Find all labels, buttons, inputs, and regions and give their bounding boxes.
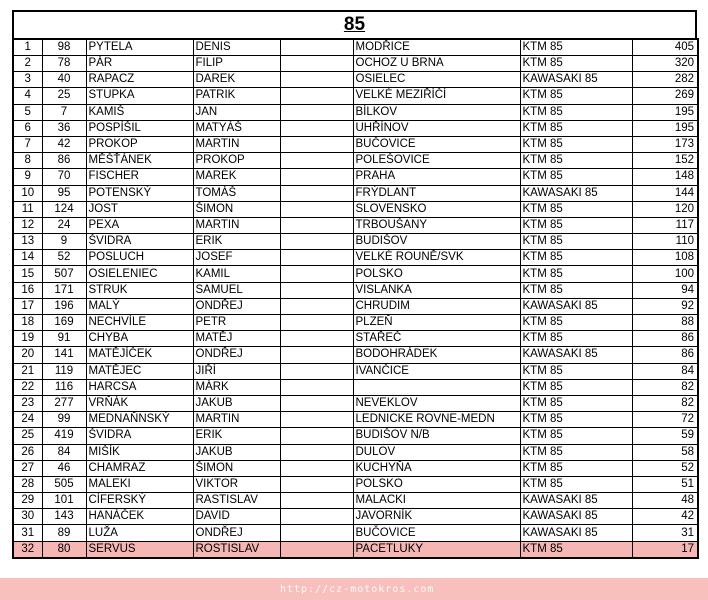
cell-points: 86 xyxy=(632,347,698,363)
cell-town: LEDNICKE ROVNE-MEDN xyxy=(353,412,520,428)
cell-number: 42 xyxy=(42,136,86,152)
watermark-text: http://cz-motokros.com xyxy=(280,584,435,595)
cell-firstname: KAMIL xyxy=(193,266,280,282)
cell-motorcycle: KTM 85 xyxy=(520,266,632,282)
cell-number: 9 xyxy=(42,234,86,250)
table-row xyxy=(13,460,698,476)
cell-number: 84 xyxy=(42,444,86,460)
cell-rank: 24 xyxy=(13,412,42,428)
cell-firstname: MATĚJ xyxy=(193,331,280,347)
cell-points: 195 xyxy=(632,120,698,136)
table-row xyxy=(13,72,698,88)
cell-points: 82 xyxy=(632,379,698,395)
cell-points: 86 xyxy=(632,331,698,347)
cell-rank: 12 xyxy=(13,217,42,233)
cell-surname: MATĚJEC xyxy=(86,363,193,379)
table-row xyxy=(13,412,698,428)
cell-surname: JOST xyxy=(86,201,193,217)
cell-points: 84 xyxy=(632,363,698,379)
cell-town: BODOHRÁDEK xyxy=(353,347,520,363)
cell-blank xyxy=(280,72,353,88)
cell-motorcycle: KAWASAKI 85 xyxy=(520,185,632,201)
cell-points: 52 xyxy=(632,460,698,476)
cell-firstname: ERIK xyxy=(193,428,280,444)
cell-points: 72 xyxy=(632,412,698,428)
cell-points: 100 xyxy=(632,266,698,282)
cell-points: 173 xyxy=(632,136,698,152)
cell-motorcycle: KTM 85 xyxy=(520,153,632,169)
cell-blank xyxy=(280,509,353,525)
cell-surname: HARCSA xyxy=(86,379,193,395)
cell-surname: MALÝ xyxy=(86,298,193,314)
cell-points: 58 xyxy=(632,444,698,460)
cell-motorcycle: KTM 85 xyxy=(520,395,632,411)
table-row xyxy=(13,315,698,331)
cell-points: 51 xyxy=(632,476,698,492)
cell-blank xyxy=(280,234,353,250)
cell-points: 120 xyxy=(632,201,698,217)
cell-surname: MATĚJÍČEK xyxy=(86,347,193,363)
cell-town: BÍLKOV xyxy=(353,104,520,120)
cell-blank xyxy=(280,395,353,411)
cell-surname: LUŽA xyxy=(86,525,193,541)
table-row xyxy=(13,39,698,56)
cell-motorcycle: KTM 85 xyxy=(520,169,632,185)
cell-firstname: JAKUB xyxy=(193,444,280,460)
cell-blank xyxy=(280,153,353,169)
cell-number: 171 xyxy=(42,282,86,298)
cell-rank: 5 xyxy=(13,104,42,120)
cell-surname: ŠVIDRA xyxy=(86,428,193,444)
cell-surname: SERVUS xyxy=(86,541,193,558)
table-row xyxy=(13,541,698,558)
cell-surname: PEXA xyxy=(86,217,193,233)
table-row xyxy=(13,56,698,72)
cell-motorcycle: KTM 85 xyxy=(520,379,632,395)
cell-firstname: MARTIN xyxy=(193,136,280,152)
cell-rank: 28 xyxy=(13,476,42,492)
cell-surname: CHYBA xyxy=(86,331,193,347)
cell-surname: FISCHER xyxy=(86,169,193,185)
cell-blank xyxy=(280,315,353,331)
cell-firstname: JAKUB xyxy=(193,395,280,411)
cell-number: 98 xyxy=(42,39,86,56)
table-row xyxy=(13,444,698,460)
cell-firstname: PETR xyxy=(193,315,280,331)
table-row xyxy=(13,185,698,201)
cell-rank: 27 xyxy=(13,460,42,476)
table-row xyxy=(13,428,698,444)
cell-blank xyxy=(280,169,353,185)
cell-surname: PROKOP xyxy=(86,136,193,152)
table-row xyxy=(13,201,698,217)
cell-town: OSIELEC xyxy=(353,72,520,88)
cell-points: 148 xyxy=(632,169,698,185)
cell-firstname: ROSTISLAV xyxy=(193,541,280,558)
cell-motorcycle: KTM 85 xyxy=(520,363,632,379)
table-row xyxy=(13,525,698,541)
cell-town: CHRUDIM xyxy=(353,298,520,314)
cell-surname: PYTELA xyxy=(86,39,193,56)
cell-surname: HANÁČEK xyxy=(86,509,193,525)
cell-motorcycle: KTM 85 xyxy=(520,315,632,331)
cell-motorcycle: KTM 85 xyxy=(520,120,632,136)
cell-town: PLZEŇ xyxy=(353,315,520,331)
cell-town: POLSKO xyxy=(353,266,520,282)
cell-number: 507 xyxy=(42,266,86,282)
cell-town: IVANČICE xyxy=(353,363,520,379)
cell-surname: KAMIŠ xyxy=(86,104,193,120)
cell-rank: 8 xyxy=(13,153,42,169)
cell-points: 117 xyxy=(632,217,698,233)
cell-town: STAŘEČ xyxy=(353,331,520,347)
cell-blank xyxy=(280,444,353,460)
cell-motorcycle: KAWASAKI 85 xyxy=(520,298,632,314)
cell-town: BUDIŠOV xyxy=(353,234,520,250)
cell-blank xyxy=(280,298,353,314)
cell-town: VELKÉ ROUNĚ/SVK xyxy=(353,250,520,266)
cell-town: MALACKI xyxy=(353,493,520,509)
cell-rank: 26 xyxy=(13,444,42,460)
cell-number: 46 xyxy=(42,460,86,476)
cell-firstname: VIKTOR xyxy=(193,476,280,492)
cell-firstname: RASTISLAV xyxy=(193,493,280,509)
cell-motorcycle: KTM 85 xyxy=(520,460,632,476)
cell-surname: OSIELENIEC xyxy=(86,266,193,282)
cell-blank xyxy=(280,185,353,201)
cell-points: 144 xyxy=(632,185,698,201)
cell-number: 119 xyxy=(42,363,86,379)
cell-number: 7 xyxy=(42,104,86,120)
cell-points: 48 xyxy=(632,493,698,509)
cell-town: DULOV xyxy=(353,444,520,460)
cell-firstname: ŠIMON xyxy=(193,460,280,476)
cell-firstname: MATYÁŠ xyxy=(193,120,280,136)
table-row xyxy=(13,282,698,298)
cell-number: 277 xyxy=(42,395,86,411)
table-row xyxy=(13,234,698,250)
cell-rank: 29 xyxy=(13,493,42,509)
cell-firstname: DAREK xyxy=(193,72,280,88)
cell-number: 141 xyxy=(42,347,86,363)
cell-number: 86 xyxy=(42,153,86,169)
cell-town: BUDIŠOV N/B xyxy=(353,428,520,444)
cell-blank xyxy=(280,379,353,395)
cell-blank xyxy=(280,104,353,120)
results-table xyxy=(12,38,699,559)
cell-town: BUČOVICE xyxy=(353,136,520,152)
cell-rank: 13 xyxy=(13,234,42,250)
cell-town: MODŘICE xyxy=(353,39,520,56)
cell-number: 124 xyxy=(42,201,86,217)
cell-town: JAVORNÍK xyxy=(353,509,520,525)
class-title: 85 xyxy=(343,14,366,35)
cell-motorcycle: KAWASAKI 85 xyxy=(520,525,632,541)
cell-motorcycle: KTM 85 xyxy=(520,234,632,250)
cell-town xyxy=(353,379,520,395)
cell-firstname: JAN xyxy=(193,104,280,120)
cell-firstname: PROKOP xyxy=(193,153,280,169)
cell-surname: CÍFERSKÝ xyxy=(86,493,193,509)
cell-blank xyxy=(280,476,353,492)
cell-surname: MIŠÍK xyxy=(86,444,193,460)
cell-rank: 17 xyxy=(13,298,42,314)
cell-firstname: MAREK xyxy=(193,169,280,185)
cell-firstname: JIŘÍ xyxy=(193,363,280,379)
cell-number: 505 xyxy=(42,476,86,492)
cell-points: 31 xyxy=(632,525,698,541)
cell-blank xyxy=(280,136,353,152)
table-row xyxy=(13,169,698,185)
cell-motorcycle: KAWASAKI 85 xyxy=(520,347,632,363)
table-row xyxy=(13,266,698,282)
cell-motorcycle: KTM 85 xyxy=(520,56,632,72)
cell-town: OCHOZ U BRNA xyxy=(353,56,520,72)
cell-motorcycle: KTM 85 xyxy=(520,331,632,347)
cell-surname: POSPÍŠIL xyxy=(86,120,193,136)
table-row xyxy=(13,395,698,411)
cell-blank xyxy=(280,201,353,217)
cell-rank: 15 xyxy=(13,266,42,282)
cell-number: 89 xyxy=(42,525,86,541)
cell-surname: PÁR xyxy=(86,56,193,72)
cell-blank xyxy=(280,428,353,444)
cell-surname: POSLUCH xyxy=(86,250,193,266)
cell-town: PACETLUKY xyxy=(353,541,520,558)
cell-rank: 9 xyxy=(13,169,42,185)
cell-town: PRAHA xyxy=(353,169,520,185)
cell-rank: 21 xyxy=(13,363,42,379)
cell-firstname: MÁRK xyxy=(193,379,280,395)
cell-number: 25 xyxy=(42,88,86,104)
cell-rank: 2 xyxy=(13,56,42,72)
cell-town: VELKÉ MEZIŘÍČÍ xyxy=(353,88,520,104)
cell-town: POLSKO xyxy=(353,476,520,492)
cell-town: UHŘÍNOV xyxy=(353,120,520,136)
cell-number: 70 xyxy=(42,169,86,185)
cell-town: BUČOVICE xyxy=(353,525,520,541)
cell-number: 24 xyxy=(42,217,86,233)
cell-firstname: ŠIMON xyxy=(193,201,280,217)
cell-number: 36 xyxy=(42,120,86,136)
cell-surname: STRUK xyxy=(86,282,193,298)
cell-firstname: FILIP xyxy=(193,56,280,72)
cell-points: 152 xyxy=(632,153,698,169)
cell-town: NEVEKLOV xyxy=(353,395,520,411)
cell-number: 419 xyxy=(42,428,86,444)
cell-points: 59 xyxy=(632,428,698,444)
cell-blank xyxy=(280,39,353,56)
cell-town: VISLANKA xyxy=(353,282,520,298)
cell-rank: 4 xyxy=(13,88,42,104)
cell-firstname: PATRIK xyxy=(193,88,280,104)
cell-firstname: DAVID xyxy=(193,509,280,525)
cell-rank: 10 xyxy=(13,185,42,201)
cell-surname: POTENSKÝ xyxy=(86,185,193,201)
cell-points: 94 xyxy=(632,282,698,298)
cell-blank xyxy=(280,266,353,282)
cell-number: 40 xyxy=(42,72,86,88)
cell-number: 101 xyxy=(42,493,86,509)
cell-blank xyxy=(280,363,353,379)
cell-firstname: JOSEF xyxy=(193,250,280,266)
cell-motorcycle: KTM 85 xyxy=(520,476,632,492)
cell-rank: 23 xyxy=(13,395,42,411)
cell-motorcycle: KAWASAKI 85 xyxy=(520,72,632,88)
cell-rank: 31 xyxy=(13,525,42,541)
cell-rank: 30 xyxy=(13,509,42,525)
cell-number: 78 xyxy=(42,56,86,72)
cell-points: 269 xyxy=(632,88,698,104)
cell-motorcycle: KAWASAKI 85 xyxy=(520,493,632,509)
cell-town: FRÝDLANT xyxy=(353,185,520,201)
table-row xyxy=(13,509,698,525)
cell-rank: 7 xyxy=(13,136,42,152)
cell-points: 42 xyxy=(632,509,698,525)
cell-blank xyxy=(280,217,353,233)
cell-blank xyxy=(280,331,353,347)
cell-points: 82 xyxy=(632,395,698,411)
table-row xyxy=(13,136,698,152)
table-row xyxy=(13,331,698,347)
cell-town: SLOVENSKO xyxy=(353,201,520,217)
cell-surname: VRŇÁK xyxy=(86,395,193,411)
cell-blank xyxy=(280,282,353,298)
cell-surname: NECHVÍLE xyxy=(86,315,193,331)
cell-blank xyxy=(280,88,353,104)
cell-firstname: SAMUEL xyxy=(193,282,280,298)
cell-number: 196 xyxy=(42,298,86,314)
table-row xyxy=(13,363,698,379)
cell-blank xyxy=(280,412,353,428)
cell-rank: 6 xyxy=(13,120,42,136)
cell-number: 95 xyxy=(42,185,86,201)
cell-rank: 20 xyxy=(13,347,42,363)
table-row xyxy=(13,104,698,120)
cell-motorcycle: KTM 85 xyxy=(520,39,632,56)
title-bar xyxy=(12,10,697,38)
cell-firstname: TOMÁŠ xyxy=(193,185,280,201)
cell-points: 110 xyxy=(632,234,698,250)
cell-rank: 1 xyxy=(13,39,42,56)
table-row xyxy=(13,298,698,314)
cell-motorcycle: KTM 85 xyxy=(520,428,632,444)
cell-surname: ŠVIDRA xyxy=(86,234,193,250)
cell-motorcycle: KTM 85 xyxy=(520,444,632,460)
cell-firstname: ERIK xyxy=(193,234,280,250)
cell-number: 91 xyxy=(42,331,86,347)
cell-number: 143 xyxy=(42,509,86,525)
table-row xyxy=(13,88,698,104)
cell-motorcycle: KTM 85 xyxy=(520,217,632,233)
cell-number: 116 xyxy=(42,379,86,395)
cell-town: POLEŠOVICE xyxy=(353,153,520,169)
cell-points: 282 xyxy=(632,72,698,88)
cell-rank: 11 xyxy=(13,201,42,217)
cell-points: 17 xyxy=(632,541,698,558)
cell-blank xyxy=(280,493,353,509)
cell-points: 405 xyxy=(632,39,698,56)
results-sheet xyxy=(12,10,697,559)
cell-motorcycle: KTM 85 xyxy=(520,541,632,558)
cell-blank xyxy=(280,541,353,558)
cell-number: 80 xyxy=(42,541,86,558)
table-row xyxy=(13,379,698,395)
cell-surname: MEDNAŇNSKÝ xyxy=(86,412,193,428)
table-row xyxy=(13,153,698,169)
cell-blank xyxy=(280,460,353,476)
cell-rank: 3 xyxy=(13,72,42,88)
cell-rank: 32 xyxy=(13,541,42,558)
cell-motorcycle: KTM 85 xyxy=(520,250,632,266)
cell-blank xyxy=(280,120,353,136)
cell-surname: CHAMRAZ xyxy=(86,460,193,476)
cell-blank xyxy=(280,525,353,541)
cell-points: 195 xyxy=(632,104,698,120)
cell-firstname: ONDŘEJ xyxy=(193,298,280,314)
cell-firstname: MARTIN xyxy=(193,217,280,233)
cell-rank: 22 xyxy=(13,379,42,395)
cell-points: 88 xyxy=(632,315,698,331)
cell-number: 99 xyxy=(42,412,86,428)
table-row xyxy=(13,493,698,509)
cell-surname: RAPACZ xyxy=(86,72,193,88)
table-row xyxy=(13,120,698,136)
cell-town: TRBOUŠANY xyxy=(353,217,520,233)
cell-motorcycle: KTM 85 xyxy=(520,104,632,120)
cell-motorcycle: KTM 85 xyxy=(520,282,632,298)
cell-motorcycle: KTM 85 xyxy=(520,412,632,428)
cell-motorcycle: KTM 85 xyxy=(520,88,632,104)
cell-surname: STUPKA xyxy=(86,88,193,104)
cell-number: 52 xyxy=(42,250,86,266)
table-row xyxy=(13,347,698,363)
cell-surname: MALEKI xyxy=(86,476,193,492)
cell-firstname: DENIS xyxy=(193,39,280,56)
cell-blank xyxy=(280,250,353,266)
cell-rank: 16 xyxy=(13,282,42,298)
cell-blank xyxy=(280,347,353,363)
cell-motorcycle: KTM 85 xyxy=(520,136,632,152)
table-row xyxy=(13,476,698,492)
cell-blank xyxy=(280,56,353,72)
cell-firstname: ONDŘEJ xyxy=(193,347,280,363)
cell-rank: 19 xyxy=(13,331,42,347)
cell-firstname: ONDŘEJ xyxy=(193,525,280,541)
cell-motorcycle: KTM 85 xyxy=(520,201,632,217)
cell-rank: 25 xyxy=(13,428,42,444)
cell-firstname: MARTIN xyxy=(193,412,280,428)
cell-points: 92 xyxy=(632,298,698,314)
cell-motorcycle: KAWASAKI 85 xyxy=(520,509,632,525)
cell-rank: 18 xyxy=(13,315,42,331)
cell-points: 108 xyxy=(632,250,698,266)
cell-rank: 14 xyxy=(13,250,42,266)
table-row xyxy=(13,250,698,266)
cell-points: 320 xyxy=(632,56,698,72)
cell-town: KUCHYŇA xyxy=(353,460,520,476)
cell-surname: MĚŠŤÁNEK xyxy=(86,153,193,169)
table-row xyxy=(13,217,698,233)
cell-number: 169 xyxy=(42,315,86,331)
